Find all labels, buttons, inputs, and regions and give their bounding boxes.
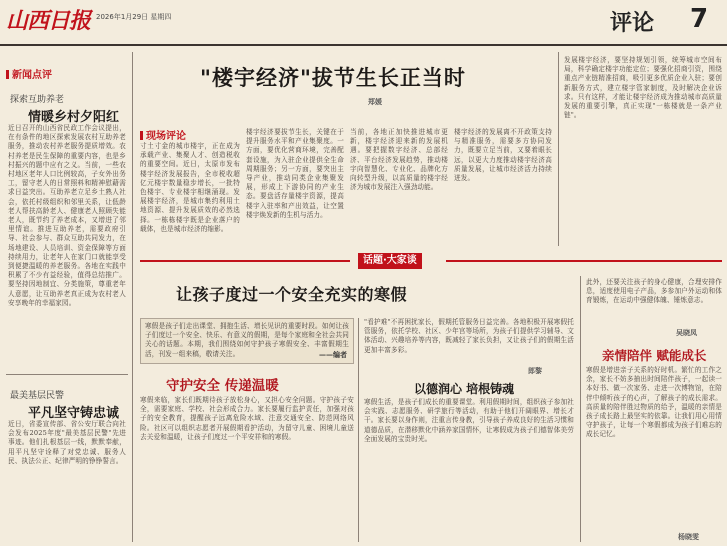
piece3-title: 以德润心 培根铸魂 xyxy=(414,382,515,396)
editor-sign: ——编者 xyxy=(319,350,347,359)
main-article-author: 郑媛 xyxy=(368,97,382,106)
article1-body: 近日召开的山西省民政工作会议提出，在有条件的地区探索发展农村互助养老服务，推动农村养老服务提质增效。农村养老是民生保障的重要内容，也是乡村振兴的题中应有之义。当前，一些农村地区老年人口比例较高，子女外出务工，留守老人的日常照料和精神慰藉需求日益突出。互助养老立足乡土熟人社会，依托村级组织和邻里关系，让低龄老人帮扶高龄老人、健康老人照顾失能老人，既节约了养老成本，又增进了邻里情谊。推进互助养老，需要政府引导、社会参与、群众互助共同发力，在场地建设、人员培训、资金保障等方面持续用力，让老年人在家门口就能享受到便捷温暖的养老服务。各地在实践中积累了不少有益经验，值得总结推广。要坚持因地制宜、分类施策，尊重老年人意愿，让互助养老真正成为农村老人安享晚年的幸福家园。 xyxy=(8,124,126,307)
article2-body: 近日，省委宣传部、省公安厅联合向社会发布2025年度"最美基层民警"先进事迹。他们扎根基层一线，默默奉献，用平凡坚守诠释了对党忠诚、服务人民、执法公正、纪律严明的铮铮誓言。 xyxy=(8,420,126,465)
piece5-title: 亲情陪伴 赋能成长 xyxy=(602,348,707,363)
newspaper-logo: 山西日报 xyxy=(6,8,91,34)
piece3-body: 寒假生活，是孩子们成长的重要课堂。利用假期时间，组织孩子参加社会实践、志愿服务、研学旅行等活动，有助于他们开阔眼界、增长才干。家长要以身作则，注重言传身教，引导孩子养成良好的生活习惯和道德品质，在潜移默化中涵养家国情怀，让寒假成为孩子们德智体美劳全面发展的宝贵时光。 xyxy=(364,398,574,443)
editor-note: 寒假是孩子们走出课堂、拥抱生活、增长见识的重要时段。如何让孩子们度过一个安全、快乐、有意义的假期，是每个家庭和全社会共同关心的话题。本期，我们围绕如何守护孩子寒假安全、丰富假期生活，刊发一组来稿，敬请关注。 xyxy=(145,322,349,358)
piece2-body: "看护难"不再困扰家长，假期托管服务日益完善。各地积极开展寒假托管服务，依托学校、社区、少年宫等场所，为孩子们提供学习辅导、文体活动、兴趣培养等内容，既减轻了家长负担，又让孩子们的假期生活更加丰富多彩。 xyxy=(364,318,574,354)
tag-bar xyxy=(6,70,9,79)
article2-kicker: 最美基层民警 xyxy=(10,391,65,401)
main-body-col4: 楼宇经济的发展离不开政策支持与精准服务，需要多方协同发力，既要立足当前，又要着眼长远，以更大力度推动楼宇经济高质量发展，让城市经济活力持续迸发。 xyxy=(454,128,552,183)
column-rule-far-right xyxy=(580,276,581,542)
feature-title: 让孩子度过一个安全充实的寒假 xyxy=(176,285,408,304)
page-number: 7 xyxy=(690,4,709,34)
piece5-body: 寒假是增进亲子关系的好时机。繁忙的工作之余，家长不妨多抽出时间陪伴孩子，一起读一本好书、做一次家务、走进一次博物馆，在陪伴中倾听孩子的心声，了解孩子的成长需求。高质量的陪伴胜过物质的给予，温暖的亲情是孩子成长路上最坚实的依靠。让我们用心用情守护孩子，让每一个寒假都成为孩子们难忘的成长记忆。 xyxy=(586,366,722,439)
piece1-body: 寒假来临，家长们既期待孩子放松身心，又担心安全问题。守护孩子安全，需要家庭、学校、社会形成合力。家长要履行监护责任，加强对孩子的安全教育，提醒孩子远离危险水域、注意交通安全、防范网络风险。社区可以组织志愿者开展假期看护活动，为留守儿童、困境儿童送去关爱和温暖，让孩子们度过一个平安祥和的寒假。 xyxy=(140,396,354,441)
masthead xyxy=(0,0,727,46)
column-rule-mid xyxy=(358,318,359,542)
banner-rule-right xyxy=(446,260,722,262)
tag-label: 现场评论 xyxy=(146,131,186,142)
tag-bar xyxy=(140,131,143,140)
main-body-col2: 楼宇经济要拔节生长，关键在于提升服务水平和产业集聚度。一方面，要优化营商环境，完善配套设施，为入驻企业提供全生命周期服务；另一方面，要突出主导产业，推动同类企业集聚发展，形成上下游协同的产业生态。要盘活存量楼宇资源，提高楼宇入驻率和产出效益，让空置楼宇焕发新的生机与活力。 xyxy=(246,128,344,219)
article2-title: 平凡坚守铸忠诚 xyxy=(28,406,120,421)
editor-note-box xyxy=(140,318,354,364)
main-body-col1: 寸土寸金的城市楼宇，正在成为承载产业、集聚人才、创造税收的重要空间。近日，太原市发布楼宇经济发展报告，全市税收超亿元楼宇数量稳步增长，一批特色楼宇、专业楼宇相继涌现。发展楼宇经济，是城市集约利用土地资源、提升发展质效的必然选择。一栋栋楼宇既是企业落户的载体，也是城市经济的缩影。 xyxy=(140,142,240,233)
column-rule-right-top xyxy=(558,52,559,246)
piece2-author: 郎黎 xyxy=(528,366,542,375)
issue-date: 2026年1月29日 星期四 xyxy=(96,13,172,21)
column-rule-left xyxy=(132,52,133,542)
piece4-body: 此外，还要关注孩子的身心健康，合理安排作息，适度使用电子产品，多参加户外运动和体育锻炼，在运动中强健体魄、锤炼意志。 xyxy=(586,278,722,305)
tag-label: 新闻点评 xyxy=(12,70,52,81)
article1-title: 情暖乡村夕阳红 xyxy=(28,110,120,125)
main-article-title: "楼宇经济"拔节生长正当时 xyxy=(200,65,466,90)
news-comment-tag xyxy=(6,66,52,81)
left-divider xyxy=(6,374,128,375)
on-site-comment-tag xyxy=(140,127,186,142)
piece5-author: 杨晓雯 xyxy=(678,532,699,541)
main-body-col3: 当前，各地正加快推进城市更新，楼宇经济迎来新的发展机遇。要把握数字经济、总部经济、平台经济发展趋势，推动楼宇向智慧化、专业化、品牌化方向转型升级，以高质量的楼宇经济为城市发展注入强劲动能。 xyxy=(350,128,448,192)
section-title: 评论 xyxy=(610,11,655,36)
banner-rule-left xyxy=(140,260,350,262)
topic-label: 话题·大家谈 xyxy=(358,253,422,269)
right-body-top: 发展楼宇经济，要坚持规划引领，统筹城市空间布局，科学确定楼宇功能定位；要强化招商引资，围绕重点产业链精准招商，吸引更多优质企业入驻；要创新服务方式，建立楼宇管家制度，及时解决企业诉求。只有这样，才能让楼宇经济成为推动城市高质量发展的重要引擎，真正实现"一栋楼就是一条产业链"。 xyxy=(564,56,722,120)
article1-kicker: 探索互助养老 xyxy=(10,95,65,105)
piece1-title: 守护安全 传递温暖 xyxy=(166,378,279,394)
piece4-author: 吴晓凤 xyxy=(676,328,697,337)
